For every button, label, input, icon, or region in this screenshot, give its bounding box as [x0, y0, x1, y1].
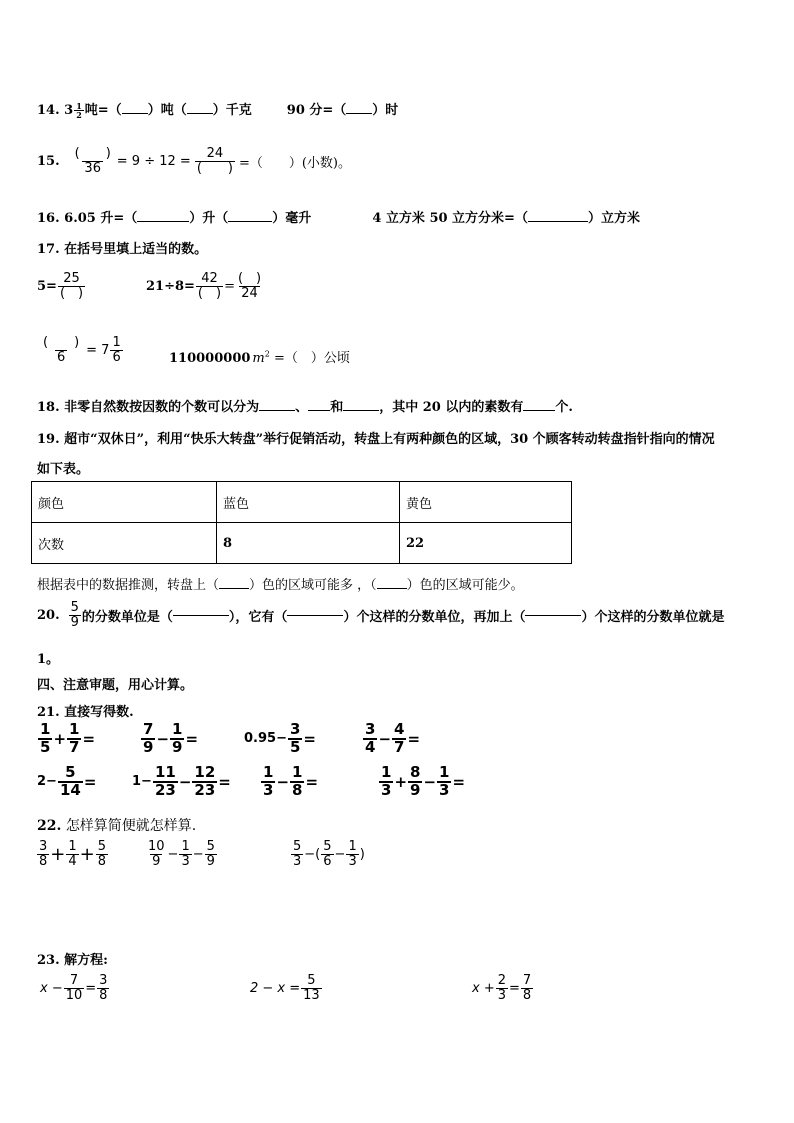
q21-expr: 0.95− $\frac{3}{5}$ = [244, 720, 316, 756]
q21-expr: 1− $\frac{11}{23}$ − $\frac{12}{23}$ = [132, 763, 231, 799]
q19-line2: 如下表。 [37, 462, 90, 477]
fraction: 24 ( ) [196, 146, 233, 176]
fraction: ( ) 36 [74, 146, 111, 176]
question-16: 16. 6.05 升=（ ）升（ ）毫升 4 立方米 50 立方分米=（ ）立方米 [37, 211, 640, 226]
table-cell: 22 [400, 523, 572, 564]
q22-expr: 5 3 −( 5 6 − $\frac{1}{3}$ ) [293, 839, 365, 869]
q21-expr: 1 5 + $\frac{1}{7}$ = [40, 720, 96, 756]
q21-expr: 1 3 + $\frac{8}{9}$ − $\frac{1}{3}$ = [381, 763, 466, 799]
q23-expr: 2 − x = $\frac{5}{13}$ [250, 973, 320, 1003]
table-cell: 蓝色 [217, 482, 400, 523]
question-21: 21. 直接写得数. [37, 705, 134, 720]
q21-expr: 1 3 − $\frac{1}{8}$ = [263, 763, 319, 799]
table-cell: 8 [217, 523, 400, 564]
q17-expr-4: 110000000 $m^2$ =（ ）公顷 [169, 349, 350, 366]
q22-expr: 10 9 − $\frac{1}{3}$ − $\frac{5}{9}$ [148, 839, 215, 869]
data-table [31, 481, 572, 564]
question-15: 15. ( ) 36 = 9 ÷ 12 = 24 ( ) =（ ）(小数)。 [37, 146, 352, 176]
q21-expr: 7 9 − $\frac{1}{9}$ = [143, 720, 199, 756]
section-title: 四、注意审题，用心计算。 [37, 678, 194, 693]
question-17: 17. 在括号里填上适当的数。 [37, 242, 208, 257]
table-cell: 次数 [32, 523, 217, 564]
q19-after: 根据表中的数据推测，转盘上（ ）色的区域可能多 ，（ ）色的区域可能少。 [37, 578, 524, 593]
table-row [32, 482, 572, 523]
question-20: 20. 5 9 的分数单位是（ ），它有（ ）个这样的分数单位，再加上（ ）个这样的分数单位就是 [37, 600, 725, 630]
question-14: 14. 3 $\frac{1}{2}$ 吨=（ ）吨（ ）千克 90 分=（ ）时 [37, 100, 399, 120]
q20-line2: 1。 [37, 652, 60, 667]
fraction: $\frac{1}{2}$ [76, 100, 82, 120]
q23-expr: x + $\frac{2}{3}$ = $\frac{7}{8}$ [472, 973, 532, 1003]
table-cell: 颜色 [32, 482, 217, 523]
q17-expr-2: 21÷8= 42 ( ) = ( ) 24 [146, 271, 262, 301]
question-23: 23. 解方程: [37, 953, 108, 968]
question-22: 22. 怎样算简便就怎样算. [37, 818, 197, 834]
question-19: 19. 超市“双休日”，利用“快乐大转盘”举行促销活动，转盘上有两种颜色的区域，30 个顾客转动转盘指针指向的情况 [37, 432, 715, 447]
q17-expr-3: ( ) 6 = 7 1 6 [43, 335, 121, 365]
question-18: 18. 非零自然数按因数的个数可以分为 、 和 ，其中 20 以内的素数有 个. [37, 400, 573, 415]
table-cell: 黄色 [400, 482, 572, 523]
q21-expr: 3 4 − $\frac{4}{7}$ = [365, 720, 421, 756]
q22-expr: 3 8 + $\frac{1}{4}$ + $\frac{5}{8}$ [39, 839, 107, 869]
q21-expr: 2− $\frac{5}{14}$ = [37, 763, 97, 799]
q17-expr-1: 5= 25 ( ) [37, 271, 84, 301]
table-row [32, 523, 572, 564]
q23-expr: x − $\frac{7}{10}$ = $\frac{3}{8}$ [40, 973, 108, 1003]
